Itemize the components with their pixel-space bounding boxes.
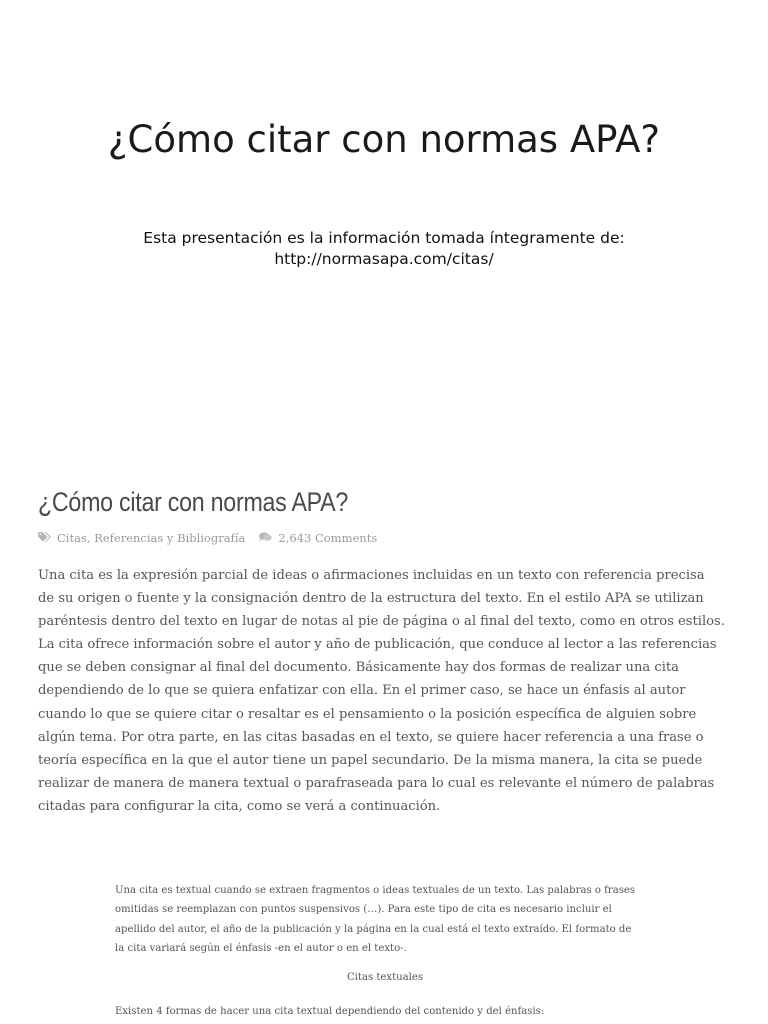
- paragraph-line: que se deben consignar al final del documento. Básicamente hay dos formas de realizar una cita: [38, 660, 679, 676]
- paragraph-line: Una cita es la expresión parcial de ideas o afirmaciones incluidas en un texto con referencia precisa: [38, 568, 705, 583]
- paragraph-line: paréntesis dentro del texto en lugar de notas al pie de página o al final del texto, como en otros estilos.: [38, 614, 725, 630]
- comments-link[interactable]: 2,643 Comments: [278, 531, 378, 545]
- paragraph-line: teoría específica en la que el autor tiene un papel secundario. De la misma manera, la cita se puede: [38, 752, 703, 768]
- paragraph-line: realizar de manera de manera textual o parafraseada para lo cual es relevante el número de palabras: [38, 775, 715, 791]
- slide-subtitle: [84, 228, 684, 270]
- paragraph-line: omitidas se reemplazan con puntos suspensivos (…). Para este tipo de cita es necesario incluir el: [115, 904, 612, 916]
- paragraph-line: citadas para configurar la cita, como se verá a continuación.: [38, 798, 441, 814]
- paragraph-line: La cita ofrece información sobre el autor y año de publicación, que conduce al lector a las referencias: [38, 637, 717, 653]
- paragraph-line: Una cita es textual cuando se extraen fragmentos o ideas textuales de un texto. Las palabras o frases: [115, 885, 636, 896]
- intro-paragraph: [38, 564, 738, 818]
- comment-icon: [259, 529, 272, 547]
- source-url: http://normasapa.com/citas/: [274, 250, 494, 268]
- paragraph-line: apellido del autor, el año de la publicación y la página en la cual está el texto extraído. El formato de: [115, 923, 632, 935]
- textual-citation-paragraph: [115, 881, 655, 958]
- paragraph-line: cuando lo que se quiere citar o resaltar es el pensamiento o la posición específica de alguien sobre: [38, 706, 697, 722]
- category-link[interactable]: Citas, Referencias y Bibliografía: [57, 531, 246, 545]
- section-heading: Citas textuales: [346, 972, 424, 983]
- paragraph-line: la cita variará según el énfasis -en el autor o en el texto-.: [115, 942, 407, 954]
- paragraph-line: dependiendo de lo que se quiera enfatizar con ella. En el primer caso, se hace un énfasis al autor: [38, 683, 686, 699]
- paragraph-line: Existen 4 formas de hacer una cita textual dependiendo del contenido y del énfasis:: [115, 1006, 545, 1017]
- paragraph-line: algún tema. Por otra parte, en las citas basadas en el texto, se quiere hacer referencia a una frase o: [38, 729, 704, 745]
- tag-icon: [38, 529, 51, 547]
- subtitle-line: Esta presentación es la información tomada íntegramente de:: [143, 229, 625, 247]
- paragraph-line: de su origen o fuente y la consignación dentro de la estructura del texto. En el estilo APA se utilizan: [38, 591, 704, 607]
- article-title: ¿Cómo citar con normas APA?: [38, 487, 349, 517]
- slide-title: ¿Cómo citar con normas APA?: [107, 118, 661, 161]
- article-meta: [38, 529, 377, 547]
